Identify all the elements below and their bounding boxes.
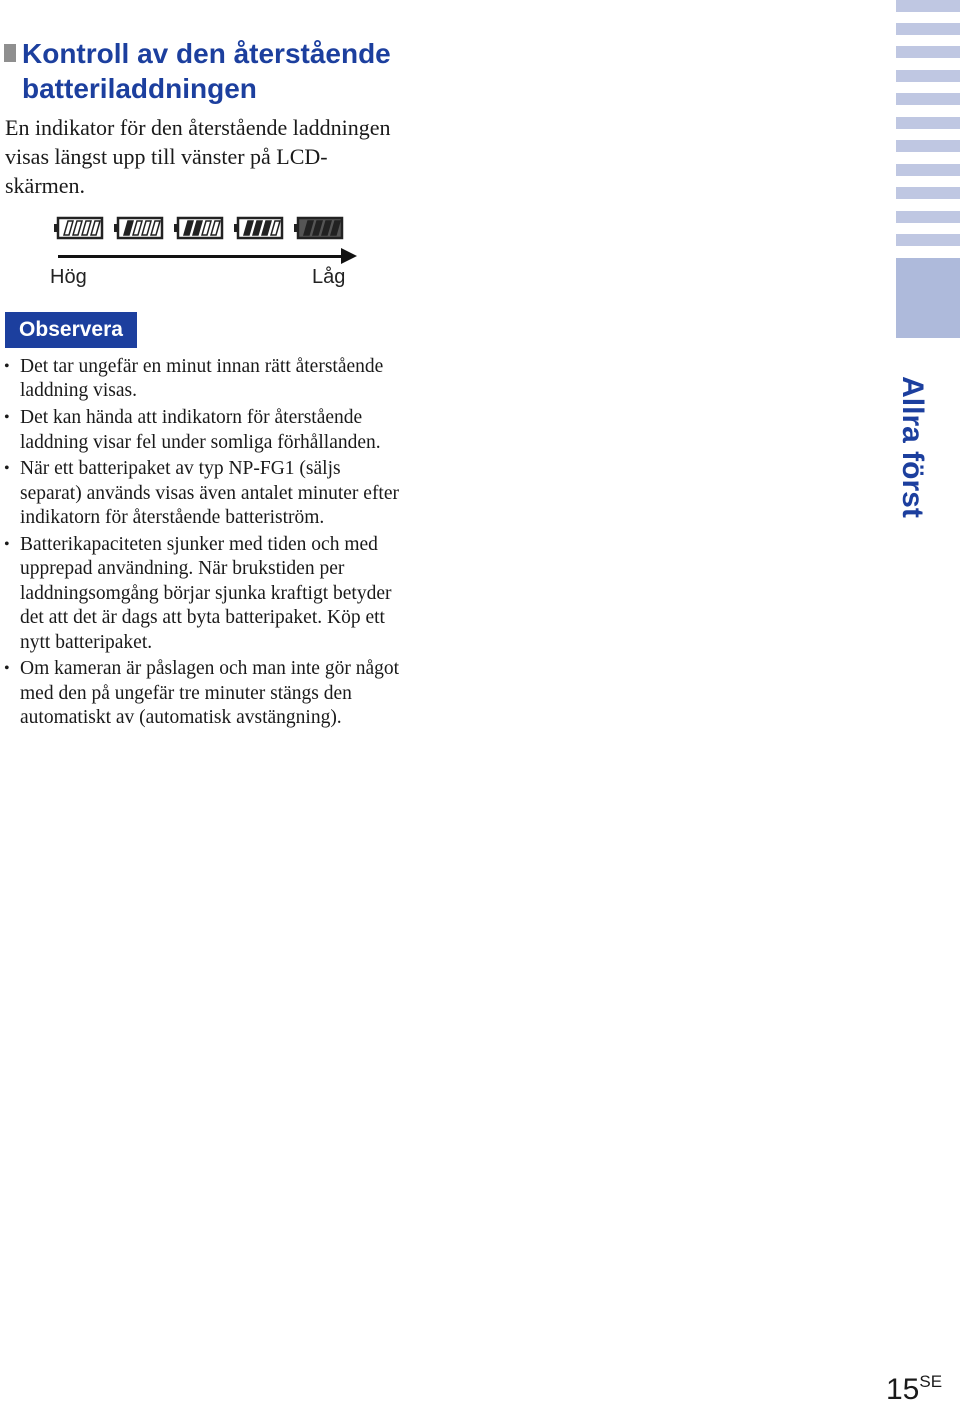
- note-item: • Det kan hända att indikatorn för återstående laddning visar fel under somliga förhållanden.: [4, 407, 381, 453]
- battery-icon: [174, 218, 222, 238]
- notes-list: [4, 355, 404, 733]
- note-text: Det kan hända att indikatorn för återstående laddning visar fel under somliga förhållanden.: [20, 407, 381, 453]
- battery-icon: [234, 218, 282, 238]
- chapter-tab: [896, 23, 960, 35]
- chapter-tab: [896, 70, 960, 82]
- note-item: • När ett batteripaket av typ NP-FG1 (säljs separat) används visas även antalet minuter efter indikatorn för återstående batteriström.: [4, 458, 400, 529]
- note-badge: Observera: [5, 312, 137, 348]
- chapter-tab: [896, 0, 960, 12]
- page-number-suffix: SE: [919, 1372, 943, 1391]
- chapter-label: Allra först: [896, 376, 929, 518]
- note-item: • Om kameran är påslagen och man inte gör något med den på ungefär tre minuter stängs den automatiskt av (automatisk avstängning).: [4, 658, 400, 729]
- scale-label-high: Hög: [50, 266, 87, 288]
- chapter-tab: [896, 93, 960, 105]
- chapter-tab: [896, 164, 960, 176]
- scale-label-low: Låg: [312, 266, 346, 288]
- page-number: [886, 1372, 942, 1407]
- arrow-right-icon: [341, 248, 357, 264]
- note-item: • Batterikapaciteten sjunker med tiden och med upprepad användning. När brukstiden per laddningsomgång börjar sjunka kraftigt betyder det att det är dags att byta batteripaket. Köp ett nytt batteripaket.: [4, 534, 392, 653]
- section-heading: Kontroll av den återstående batteriladdningen: [22, 38, 391, 104]
- battery-icon: [294, 218, 342, 238]
- chapter-tab-active: [896, 258, 960, 338]
- intro-paragraph: En indikator för den återstående laddningen visas längst upp till vänster på LCD-skärmen.: [5, 115, 391, 198]
- page-number-value: 15: [886, 1373, 920, 1406]
- battery-icon: [114, 218, 162, 238]
- note-item: • Det tar ungefär en minut innan rätt återstående laddning visas.: [4, 356, 384, 402]
- note-text: Om kameran är påslagen och man inte gör något med den på ungefär tre minuter stängs den automatiskt av (automatisk avstängning).: [20, 658, 400, 729]
- chapter-tab: [896, 140, 960, 152]
- scale-arrow-line: [58, 255, 344, 258]
- battery-icon: [54, 218, 102, 238]
- chapter-tab: [896, 187, 960, 199]
- chapter-tab: [896, 234, 960, 246]
- note-text: När ett batteripaket av typ NP-FG1 (säljs separat) används visas även antalet minuter efter indikatorn för återstående batteriström.: [20, 458, 400, 529]
- chapter-tab: [896, 46, 960, 58]
- note-text: Batterikapaciteten sjunker med tiden och med upprepad användning. När brukstiden per laddningsomgång börjar sjunka kraftigt betyder det att det är dags att byta batteripaket. Köp ett nytt batteripaket.: [20, 534, 392, 653]
- note-text: Det tar ungefär en minut innan rätt återstående laddning visas.: [20, 356, 384, 402]
- chapter-tab: [896, 211, 960, 223]
- chapter-tab: [896, 117, 960, 129]
- battery-level-figure: [48, 212, 368, 302]
- battery-icons: [53, 215, 353, 245]
